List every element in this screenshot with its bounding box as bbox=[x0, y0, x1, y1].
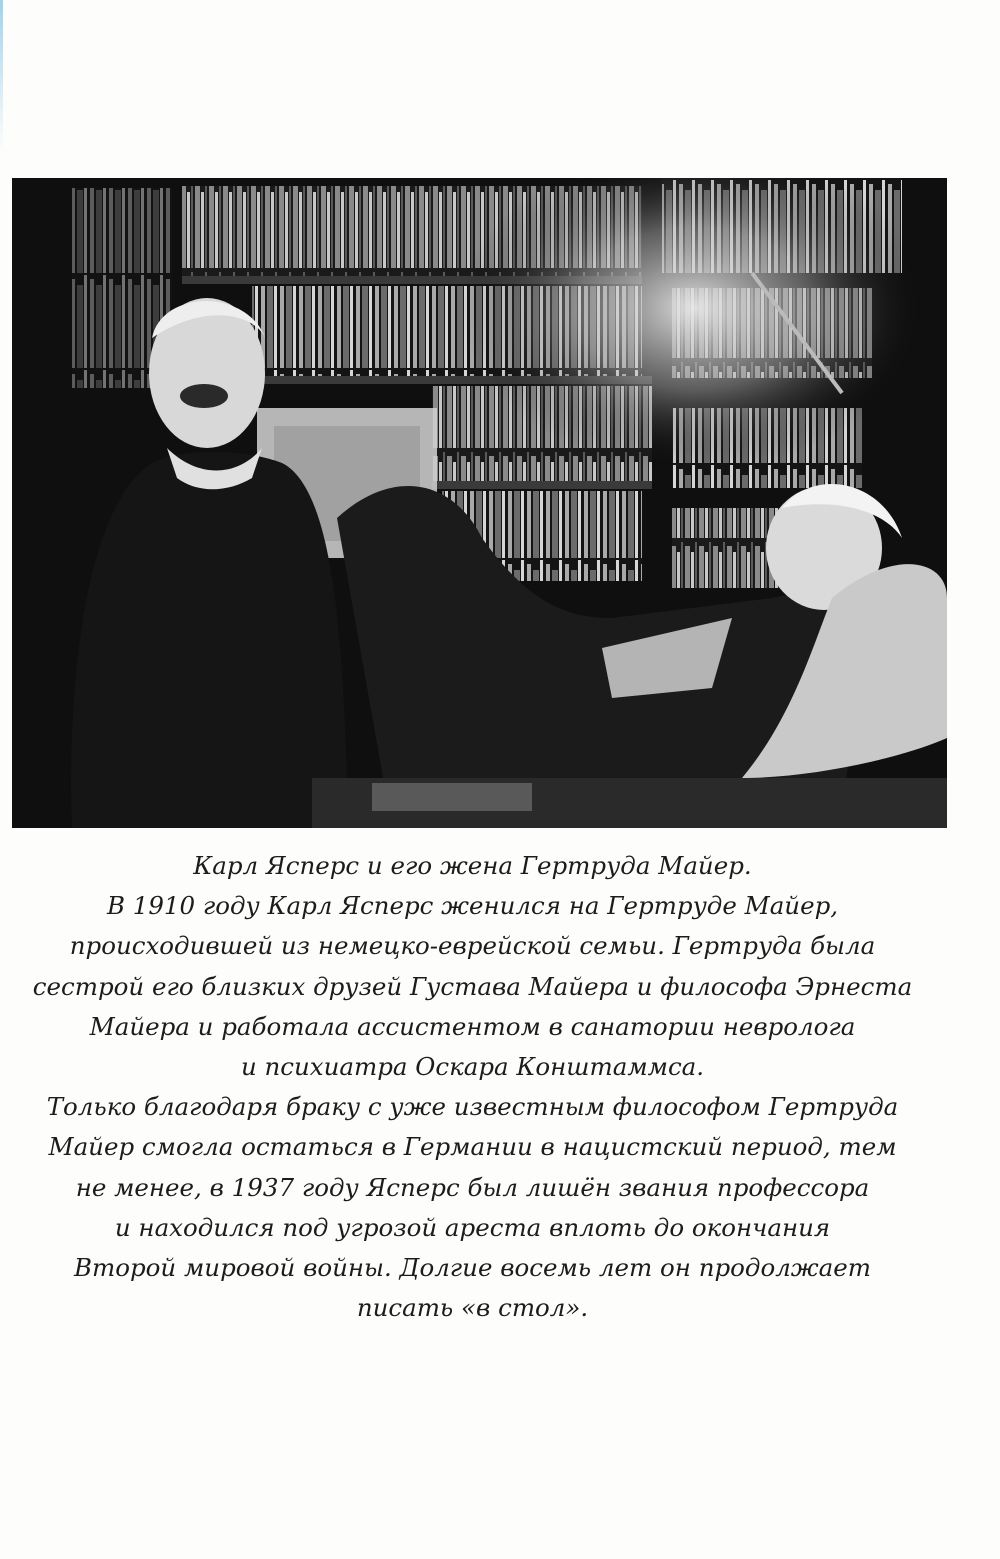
caption-line: и находился под угрозой ареста вплоть до окончания bbox=[114, 1212, 831, 1242]
caption-line: Второй мировой войны. Долгие восемь лет он продолжает bbox=[73, 1253, 871, 1283]
scan-edge-tint bbox=[0, 0, 3, 150]
caption-line: писать «в стол». bbox=[356, 1293, 589, 1323]
photograph bbox=[12, 178, 947, 828]
photo-caption bbox=[0, 846, 945, 1328]
caption-line: В 1910 году Карл Ясперс женился на Гертруде Майер, bbox=[106, 891, 839, 921]
caption-line: сестрой его близких друзей Густава Майера и философа Эрнеста bbox=[32, 971, 913, 1001]
caption-line: Майер смогла остаться в Германии в нацистский период, тем bbox=[48, 1132, 897, 1162]
photograph-bookshelves-two-people bbox=[12, 178, 947, 828]
caption-line: не менее, в 1937 году Ясперс был лишён звания профессора bbox=[75, 1172, 870, 1202]
caption-line: Майера и работала ассистентом в санатории невролога bbox=[89, 1011, 856, 1041]
caption-line: происходившей из немецко-еврейской семьи. Гертруда была bbox=[69, 931, 876, 961]
caption-line: Только благодаря браку с уже известным философом Гертруда bbox=[46, 1092, 899, 1122]
caption-line: Карл Ясперс и его жена Гертруда Майер. bbox=[193, 851, 752, 880]
caption-line: и психиатра Оскара Конштаммса. bbox=[240, 1052, 705, 1082]
